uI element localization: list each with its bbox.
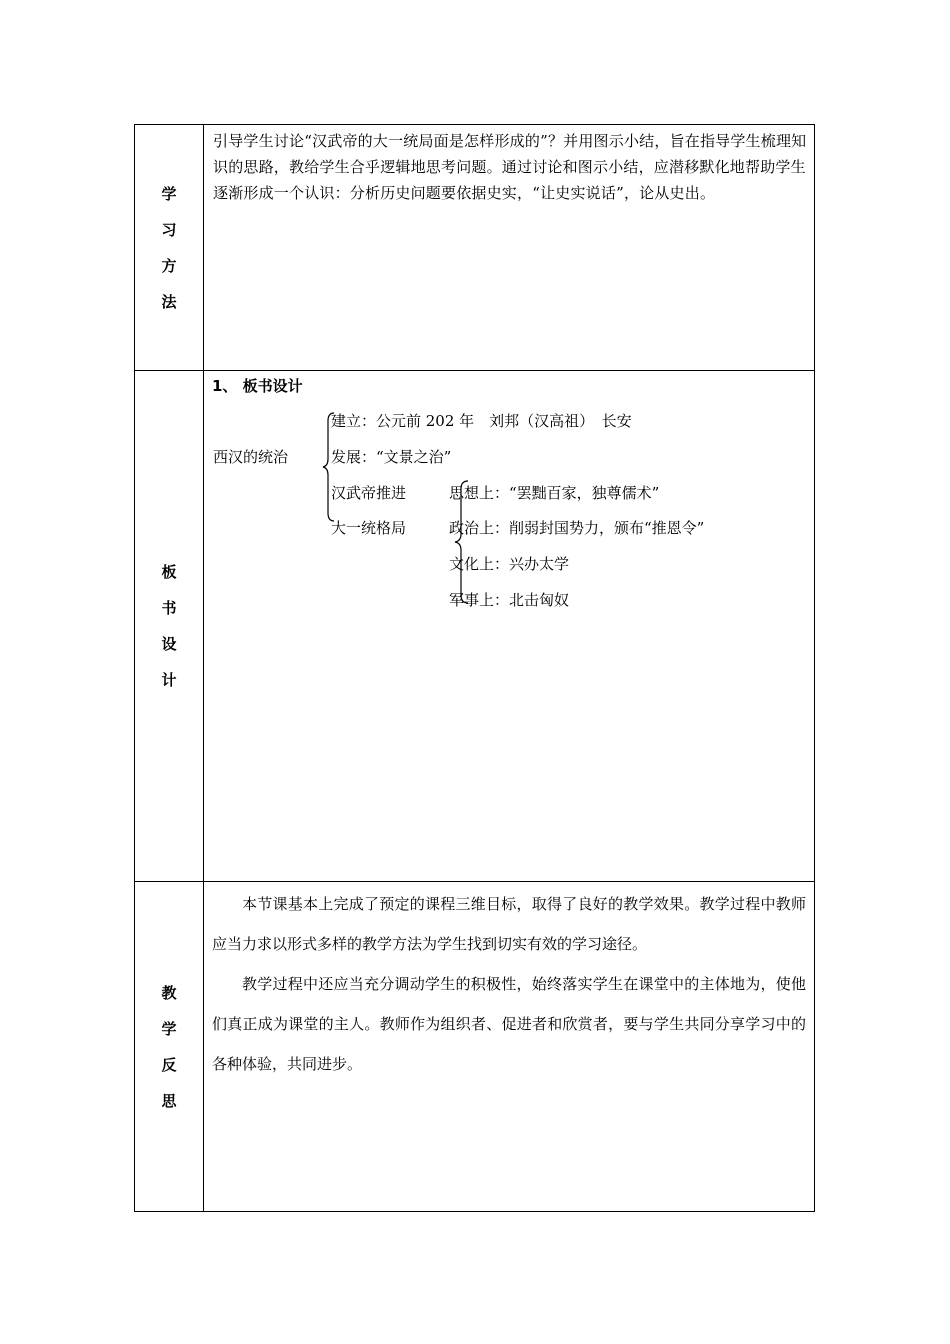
reflection-label-cell (135, 882, 204, 1212)
method-label-char: 学 (161, 184, 177, 203)
method-label-char: 法 (161, 292, 177, 311)
board-label-char: 板 (161, 563, 177, 581)
board-row (135, 371, 815, 882)
method-label-cell (135, 125, 204, 371)
board-measure-thought: 思想上：“罢黜百家，独尊儒术” (449, 484, 660, 502)
board-label-char: 计 (161, 671, 177, 689)
method-label-char: 方 (161, 256, 177, 275)
board-measure-culture: 文化上：兴办太学 (449, 555, 570, 573)
reflection-content-cell (204, 882, 815, 1212)
method-label-char: 习 (161, 220, 177, 239)
board-item-wudi-line2: 大一统格局 (331, 519, 407, 537)
board-item-develop: 发展：“文景之治” (331, 448, 452, 466)
board-heading: 1、 板书设计 (212, 377, 303, 395)
board-item-establish: 建立：公元前 202 年 刘邦（汉高祖） 长安 (331, 412, 632, 430)
board-label-char: 书 (161, 599, 177, 617)
board-label-char: 设 (161, 635, 177, 653)
board-measure-politics: 政治上：削弱封国势力，颁布“推恩令” (449, 519, 705, 537)
board-label-cell (135, 371, 204, 882)
board-content-cell (204, 371, 815, 882)
reflection-label-char: 学 (161, 1019, 177, 1038)
method-text: 引导学生讨论“汉武帝的大一统局面是怎样形成的”？并用图示小结，旨在指导学生梳理知识的思路，教给学生合乎逻辑地思考问题。通过讨论和图示小结，应潜移默化地帮助学生逐渐形成一个认识：分析历史问题要依据史实，“让史实说话”，论从史出。 (213, 132, 807, 202)
board-measure-military: 军事上：北击匈奴 (449, 591, 570, 609)
method-content-cell (204, 125, 815, 371)
reflection-label-char: 反 (161, 1055, 177, 1074)
reflection-paragraph-1: 本节课基本上完成了预定的课程三维目标，取得了良好的教学效果。教学过程中教师应当力求以形式多样的教学方法为学生找到切实有效的学习途径。 (212, 895, 806, 953)
lesson-plan-table (134, 124, 815, 1212)
board-main-topic: 西汉的统治 (213, 448, 289, 466)
reflection-row (135, 882, 815, 1212)
reflection-paragraph-2: 教学过程中还应当充分调动学生的积极性，始终落实学生在课堂中的主体地为，使他们真正成为课堂的主人。教师作为组织者、促进者和欣赏者，要与学生共同分享学习中的各种体验，共同进步。 (212, 975, 806, 1073)
reflection-label-char: 思 (161, 1091, 177, 1110)
board-item-wudi-line1: 汉武帝推进 (331, 484, 407, 502)
reflection-label-char: 教 (161, 983, 177, 1002)
method-row (135, 125, 815, 371)
board-design (204, 371, 814, 881)
reflection-text (204, 882, 814, 1084)
